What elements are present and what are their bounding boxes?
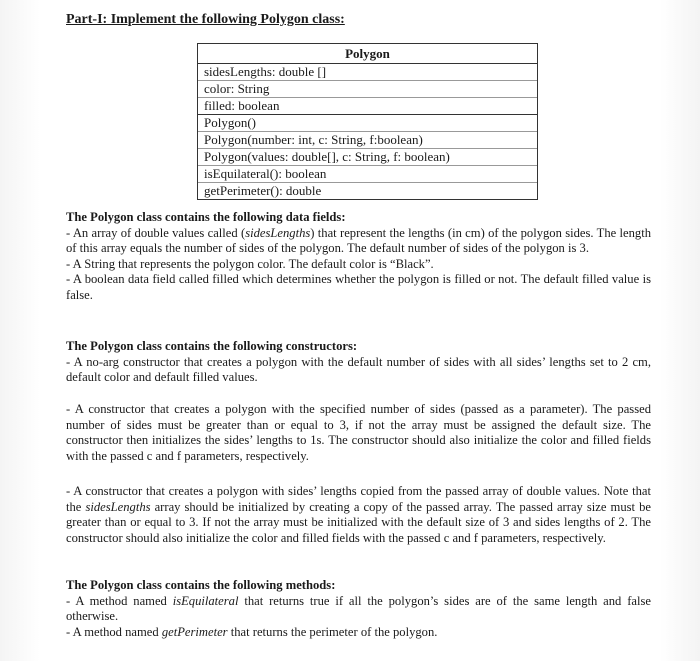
fields-paragraph: - A String that represents the polygon color. The default color is “Black”.	[66, 256, 434, 271]
uml-field: filled: boolean	[198, 97, 537, 114]
constructors-section-title: The Polygon class contains the following constructors:	[66, 339, 358, 353]
fields-section-title: The Polygon class contains the following data fields:	[66, 210, 346, 224]
fields-section	[66, 210, 651, 304]
uml-method: Polygon(values: double[], c: String, f: boolean)	[198, 148, 537, 165]
uml-class-name: Polygon	[198, 44, 537, 64]
uml-class-diagram	[197, 43, 538, 200]
constructors-section	[66, 339, 651, 386]
uml-method: Polygon()	[204, 115, 256, 130]
uml-method: getPerimeter(): double	[198, 182, 537, 199]
fields-paragraph: - A boolean data field called filled which determines whether the polygon is filled or not. The default filled value is false.	[66, 272, 651, 302]
uml-methods-section	[198, 115, 537, 199]
methods-paragraph: - A method named isEquilateral that returns true if all the polygon’s sides are of the same length and false otherwise.	[66, 593, 651, 624]
methods-paragraph: - A method named getPerimeter that returns the perimeter of the polygon.	[66, 624, 438, 639]
constructor-paragraph-2: - A constructor that creates a polygon with the specified number of sides (passed as a parameter). The passed number of sides must be greater than or equal to 3, if not the array must be assigned the default size. The constructor then initializes the sides’ lengths to 1s. The constructor should also initialize the color and filled fields with the passed c and f parameters, respectively.	[66, 402, 651, 463]
uml-method: isEquilateral(): boolean	[198, 165, 537, 182]
constructors-paragraph: - A no-arg constructor that creates a polygon with the default number of sides with all sides’ lengths set to 2 cm, default color and default filled values.	[66, 354, 651, 385]
uml-fields-section	[198, 64, 537, 115]
methods-section	[66, 578, 651, 640]
methods-section-title: The Polygon class contains the following methods:	[66, 578, 336, 592]
fields-paragraph: - An array of double values called (sidesLengths) that represent the lengths (in cm) of the polygon sides. The length of this array equals the number of sides of the polygon. The default number of sides of the polygon is 3.	[66, 225, 651, 256]
uml-field: color: String	[198, 80, 537, 97]
uml-field: sidesLengths: double []	[204, 64, 327, 79]
page-heading: Part-I: Implement the following Polygon class:	[66, 12, 345, 27]
uml-method: Polygon(number: int, c: String, f:boolean)	[198, 131, 537, 148]
constructor-paragraph-3: - A constructor that creates a polygon with sides’ lengths copied from the passed array of double values. Note that the sidesLengths array should be initialized by creating a copy of the passed array. The passed array size must be greater than or equal to 3. If not the array must be initialized with the default size of 3 and sides lengths of 2. The constructor should also initialize the color and filled fields with the passed c and f parameters, respectively.	[66, 484, 651, 545]
